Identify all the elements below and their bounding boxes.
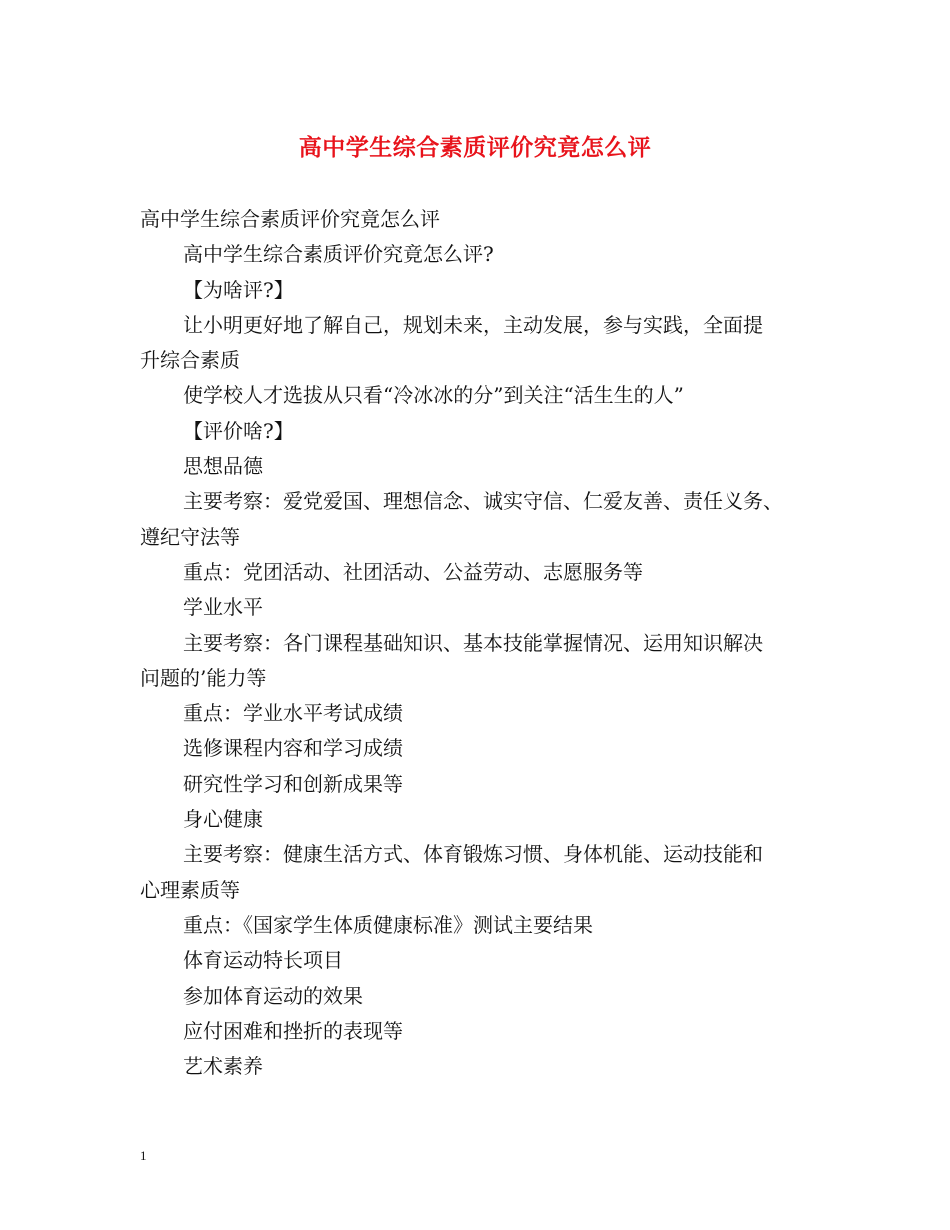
paragraph-line: 心理素质等 (140, 877, 240, 902)
paragraph-line: 使学校人才选拔从只看“冷冰冰的分”到关注“活生生的人” (183, 383, 684, 408)
subsection-heading: 思想品德 (183, 454, 263, 479)
paragraph-line: 高中学生综合素质评价究竟怎么评 (140, 207, 440, 231)
paragraph-line: 重点：《国家学生体质健康标准》测试主要结果 (183, 912, 593, 937)
paragraph-line: 参加体育运动的效果 (183, 983, 363, 1008)
subsection-heading: 艺术素养 (183, 1054, 263, 1079)
paragraph-line: 重点：党团活动、社团活动、公益劳动、志愿服务等 (183, 559, 643, 584)
document-title: 高中学生综合素质评价究竟怎么评 (298, 134, 652, 161)
section-heading: 【评价啥?】 (183, 418, 294, 443)
paragraph-line: 主要考察：爱党爱国、理想信念、诚实守信、仁爱友善、责任义务、 (183, 489, 783, 514)
document-body (140, 202, 830, 1084)
page-number: 1 (140, 1148, 147, 1163)
subsection-heading: 身心健康 (183, 807, 263, 832)
paragraph-line: 遵纪守法等 (140, 524, 240, 549)
paragraph-line: 体育运动特长项目 (183, 948, 343, 973)
section-heading: 【为啥评?】 (183, 277, 294, 302)
paragraph-line: 主要考察：各门课程基础知识、基本技能掌握情况、运用知识解决 (183, 630, 763, 655)
paragraph-line: 重点：学业水平考试成绩 (183, 701, 403, 726)
paragraph-line: 主要考察：健康生活方式、体育锻炼习惯、身体机能、运动技能和 (183, 842, 763, 867)
paragraph-line: 选修课程内容和学习成绩 (183, 736, 403, 761)
subsection-heading: 学业水平 (183, 595, 263, 620)
paragraph-line: 让小明更好地了解自己，规划未来，主动发展，参与实践，全面提 (183, 312, 763, 337)
paragraph-line: 高中学生综合素质评价究竟怎么评? (183, 242, 494, 267)
paragraph-line: 升综合素质 (140, 348, 240, 373)
paragraph-line: 研究性学习和创新成果等 (183, 771, 403, 796)
paragraph-line: 问题的’能力等 (140, 665, 267, 690)
paragraph-line: 应付困难和挫折的表现等 (183, 1018, 403, 1043)
